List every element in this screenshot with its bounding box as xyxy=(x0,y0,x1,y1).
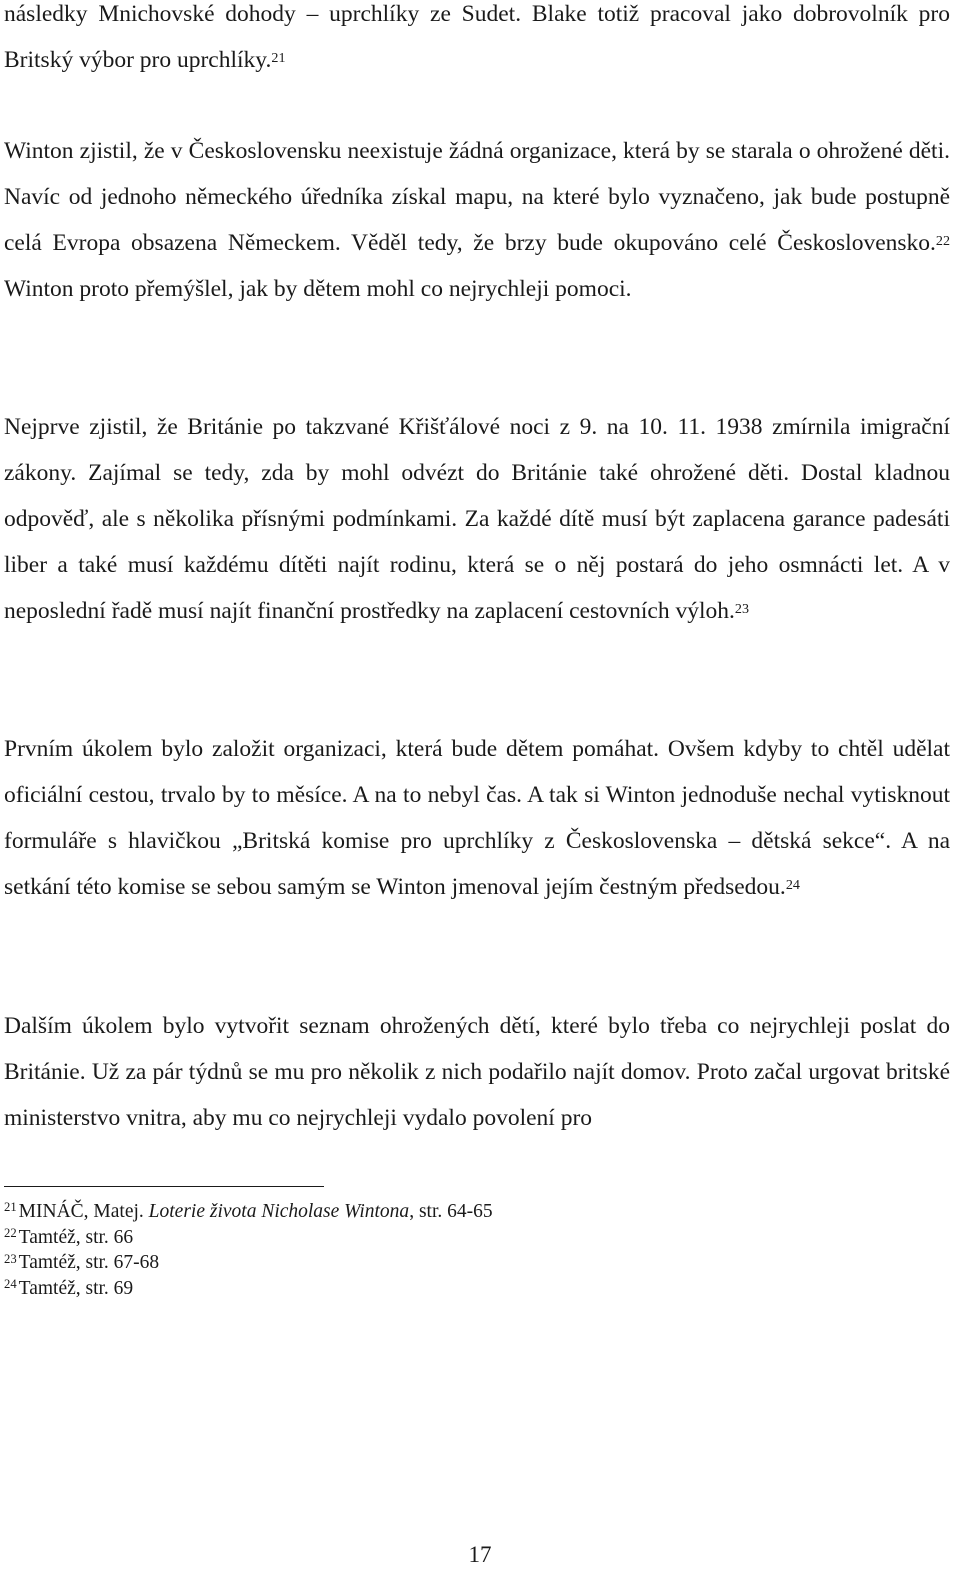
paragraph-text: Winton zjistil, že v Československu neexistuje žádná organizace, která by se starala o ohrožené děti. Navíc od jednoho německého úředníka získal mapu, na které bylo vyznačeno, jak bude postupně celá Evropa obsazena Německem. Věděl tedy, že brzy bude okupováno celé Československo. xyxy=(4,138,950,256)
footnote-pages: , str. 64-65 xyxy=(409,1201,493,1222)
footnote-reference: 22 xyxy=(935,233,950,250)
page-number: 17 xyxy=(468,1542,492,1567)
footnote-reference: 24 xyxy=(785,877,800,894)
paragraph-text: Nejprve zjistil, že Británie po takzvané Křišťálové noci z 9. na 10. 11. 1938 zmírnila imigrační zákony. Zajímal se tedy, zda by mohl odvézt do Británie také ohrožené děti. Dostal kladnou odpověď, ale s několika přísnými podmínkami. Za každé dítě musí být zaplacena garance padesáti liber a také musí každému dítěti najít rodinu, která se o něj postará do jeho osmnácti let. A v neposlední řadě musí najít finanční prostředky na zaplacení cestovních výloh. xyxy=(4,414,950,624)
footnote-number: 23 xyxy=(4,1251,17,1266)
footnote-author: MINÁČ, Matej. xyxy=(18,1201,149,1222)
footnote-22 xyxy=(4,1225,904,1251)
footnote-number: 21 xyxy=(4,1200,17,1215)
paragraph-3 xyxy=(4,404,950,634)
footnote-24 xyxy=(4,1276,904,1302)
footnote-23 xyxy=(4,1250,904,1276)
paragraph-text: následky Mnichovské dohody – uprchlíky ze Sudet. Blake totiž pracoval jako dobrovolník pro Britský výbor pro uprchlíky. xyxy=(4,1,950,73)
footnote-reference: 23 xyxy=(734,601,749,618)
footnote-21 xyxy=(4,1199,904,1225)
footnote-text: Tamtéž, str. 69 xyxy=(18,1278,134,1300)
paragraph-text: Dalším úkolem bylo vytvořit seznam ohrožených dětí, které bylo třeba co nejrychleji poslat do Británie. Už za pár týdnů se mu pro několik z nich podařilo najít domov. Proto začal urgovat britské ministerstvo vnitra, aby mu co nejrychleji vydalo povolení pro xyxy=(4,1013,950,1131)
footnote-text: Tamtéž, str. 66 xyxy=(18,1226,134,1248)
footnote-title: Loterie života Nicholase Wintona xyxy=(148,1201,410,1222)
footnote-reference: 21 xyxy=(271,50,286,67)
paragraph-text: Winton proto přemýšlel, jak by dětem mohl co nejrychleji pomoci. xyxy=(4,276,632,302)
paragraph-5 xyxy=(4,1003,950,1141)
footnote-separator xyxy=(4,1186,324,1187)
paragraph-4 xyxy=(4,726,950,910)
footnote-number: 22 xyxy=(4,1226,17,1240)
paragraph-2 xyxy=(4,128,950,312)
paragraph-text: Prvním úkolem bylo založit organizaci, která bude dětem pomáhat. Ovšem kdyby to chtěl udělat oficiální cestou, trvalo by to měsíce. A na to nebyl čas. A tak si Winton jednoduše nechal vytisknout formuláře s hlavičkou „Britská komise pro uprchlíky z Československa – dětská sekce“. A na setkání této komise se sebou samým se Winton jmenoval jejím čestným předsedou. xyxy=(4,736,950,900)
paragraph-1 xyxy=(4,0,950,83)
footnote-number: 24 xyxy=(4,1277,17,1292)
footnotes xyxy=(4,1199,904,1302)
footnote-text: Tamtéž, str. 67-68 xyxy=(18,1252,160,1274)
